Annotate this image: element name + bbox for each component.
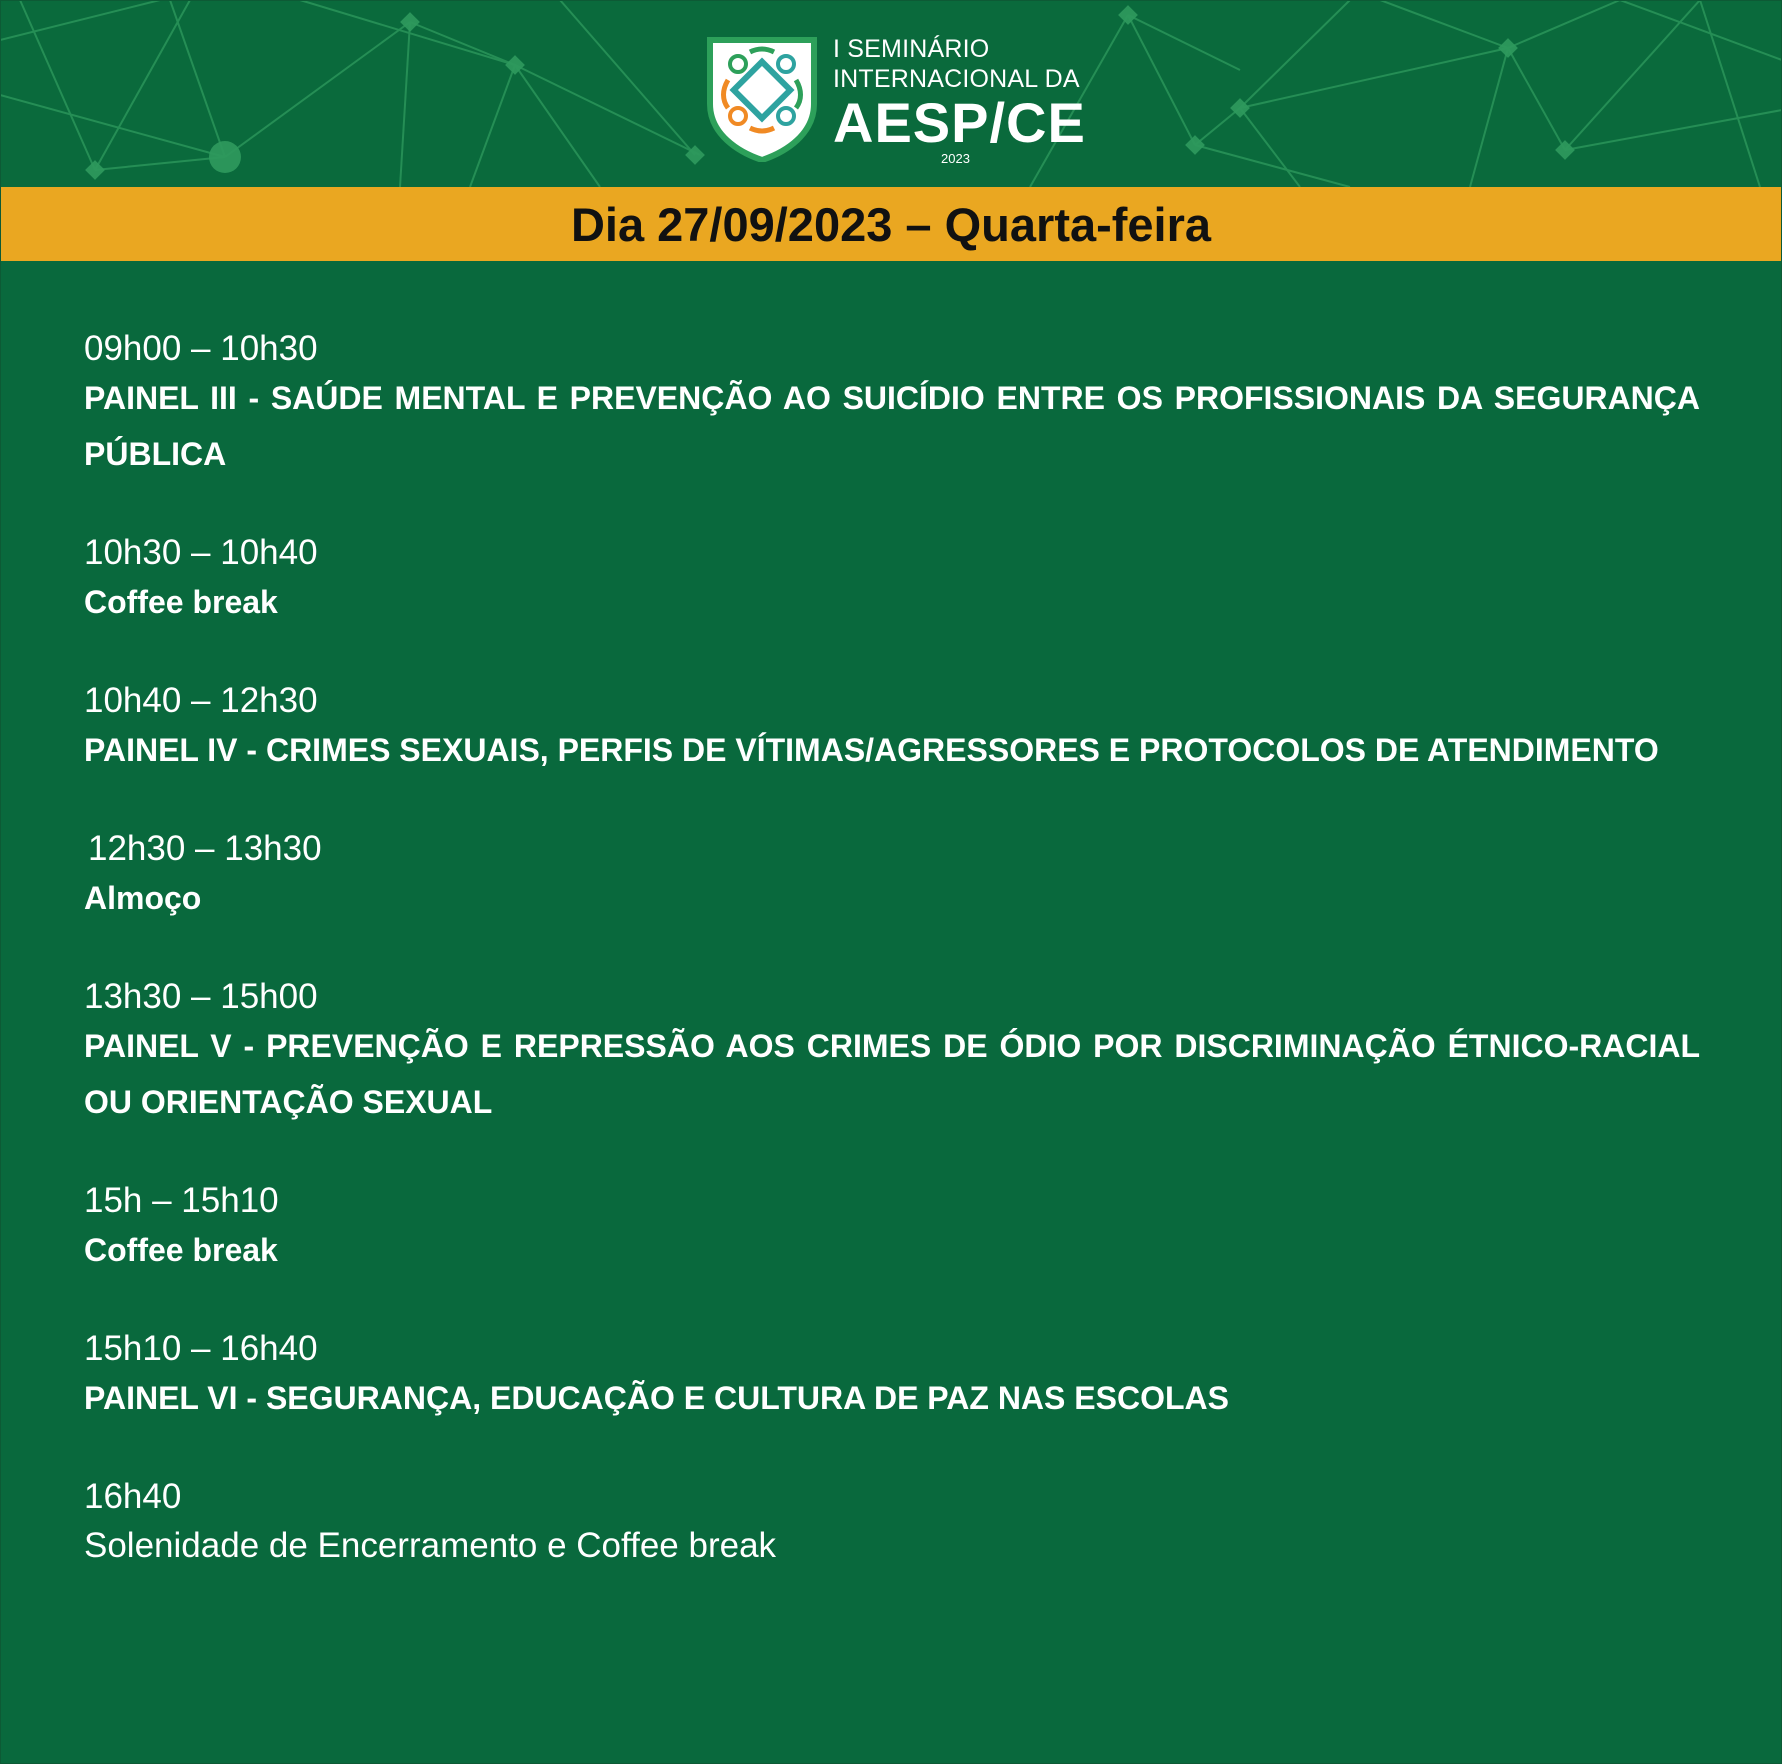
schedule-item [84, 828, 1700, 926]
schedule-title: Coffee break [84, 584, 278, 620]
schedule-title: PAINEL V - PREVENÇÃO E REPRESSÃO AOS CRIMES DE ÓDIO POR DISCRIMINAÇÃO ÉTNICO-RACIAL OU ORIENTAÇÃO SEXUAL [84, 1028, 1700, 1120]
schedule-item [84, 532, 1700, 630]
date-banner-text: Dia 27/09/2023 – Quarta-feira [570, 197, 1212, 251]
logo-year: 2023 [941, 151, 970, 166]
schedule-time: 15h10 – 16h40 [84, 1329, 318, 1368]
schedule-title: Coffee break [84, 1232, 278, 1268]
schedule-item [84, 1476, 1700, 1574]
seminar-logo [706, 30, 1086, 170]
schedule-item [84, 1328, 1700, 1426]
schedule-title: PAINEL VI - SEGURANÇA, EDUCAÇÃO E CULTURA DE PAZ NAS ESCOLAS [84, 1380, 1229, 1416]
schedule-time: 16h40 [84, 1477, 182, 1516]
schedule-title: Solenidade de Encerramento e Coffee break [84, 1526, 777, 1565]
schedule-item [84, 1180, 1700, 1278]
logo-title-aesp-ce: AESP/CE [833, 91, 1086, 154]
schedule-title: PAINEL III - SAÚDE MENTAL E PREVENÇÃO AO SUICÍDIO ENTRE OS PROFISSIONAIS DA SEGURANÇA PÚBLICA [84, 380, 1700, 472]
schedule-item [84, 976, 1700, 1130]
schedule-time: 09h00 – 10h30 [84, 329, 318, 368]
schedule-title: Almoço [84, 880, 202, 916]
schedule-item [84, 680, 1700, 778]
logo-line-internacional: INTERNACIONAL DA [833, 65, 1080, 93]
schedule-list [84, 328, 1700, 1574]
date-banner [0, 187, 1782, 261]
schedule-item [84, 328, 1700, 482]
schedule-time: 10h30 – 10h40 [84, 533, 318, 572]
schedule-time: 10h40 – 12h30 [84, 681, 318, 720]
header-banner [0, 0, 1782, 187]
logo-line-seminario: I SEMINÁRIO [833, 35, 990, 63]
schedule-title: PAINEL IV - CRIMES SEXUAIS, PERFIS DE VÍTIMAS/AGRESSORES E PROTOCOLOS DE ATENDIMENTO [84, 732, 1659, 768]
schedule-time: 15h – 15h10 [84, 1181, 279, 1220]
shield-emblem-icon [706, 34, 818, 162]
schedule-time: 13h30 – 15h00 [84, 977, 318, 1016]
schedule-time: 12h30 – 13h30 [88, 829, 322, 868]
